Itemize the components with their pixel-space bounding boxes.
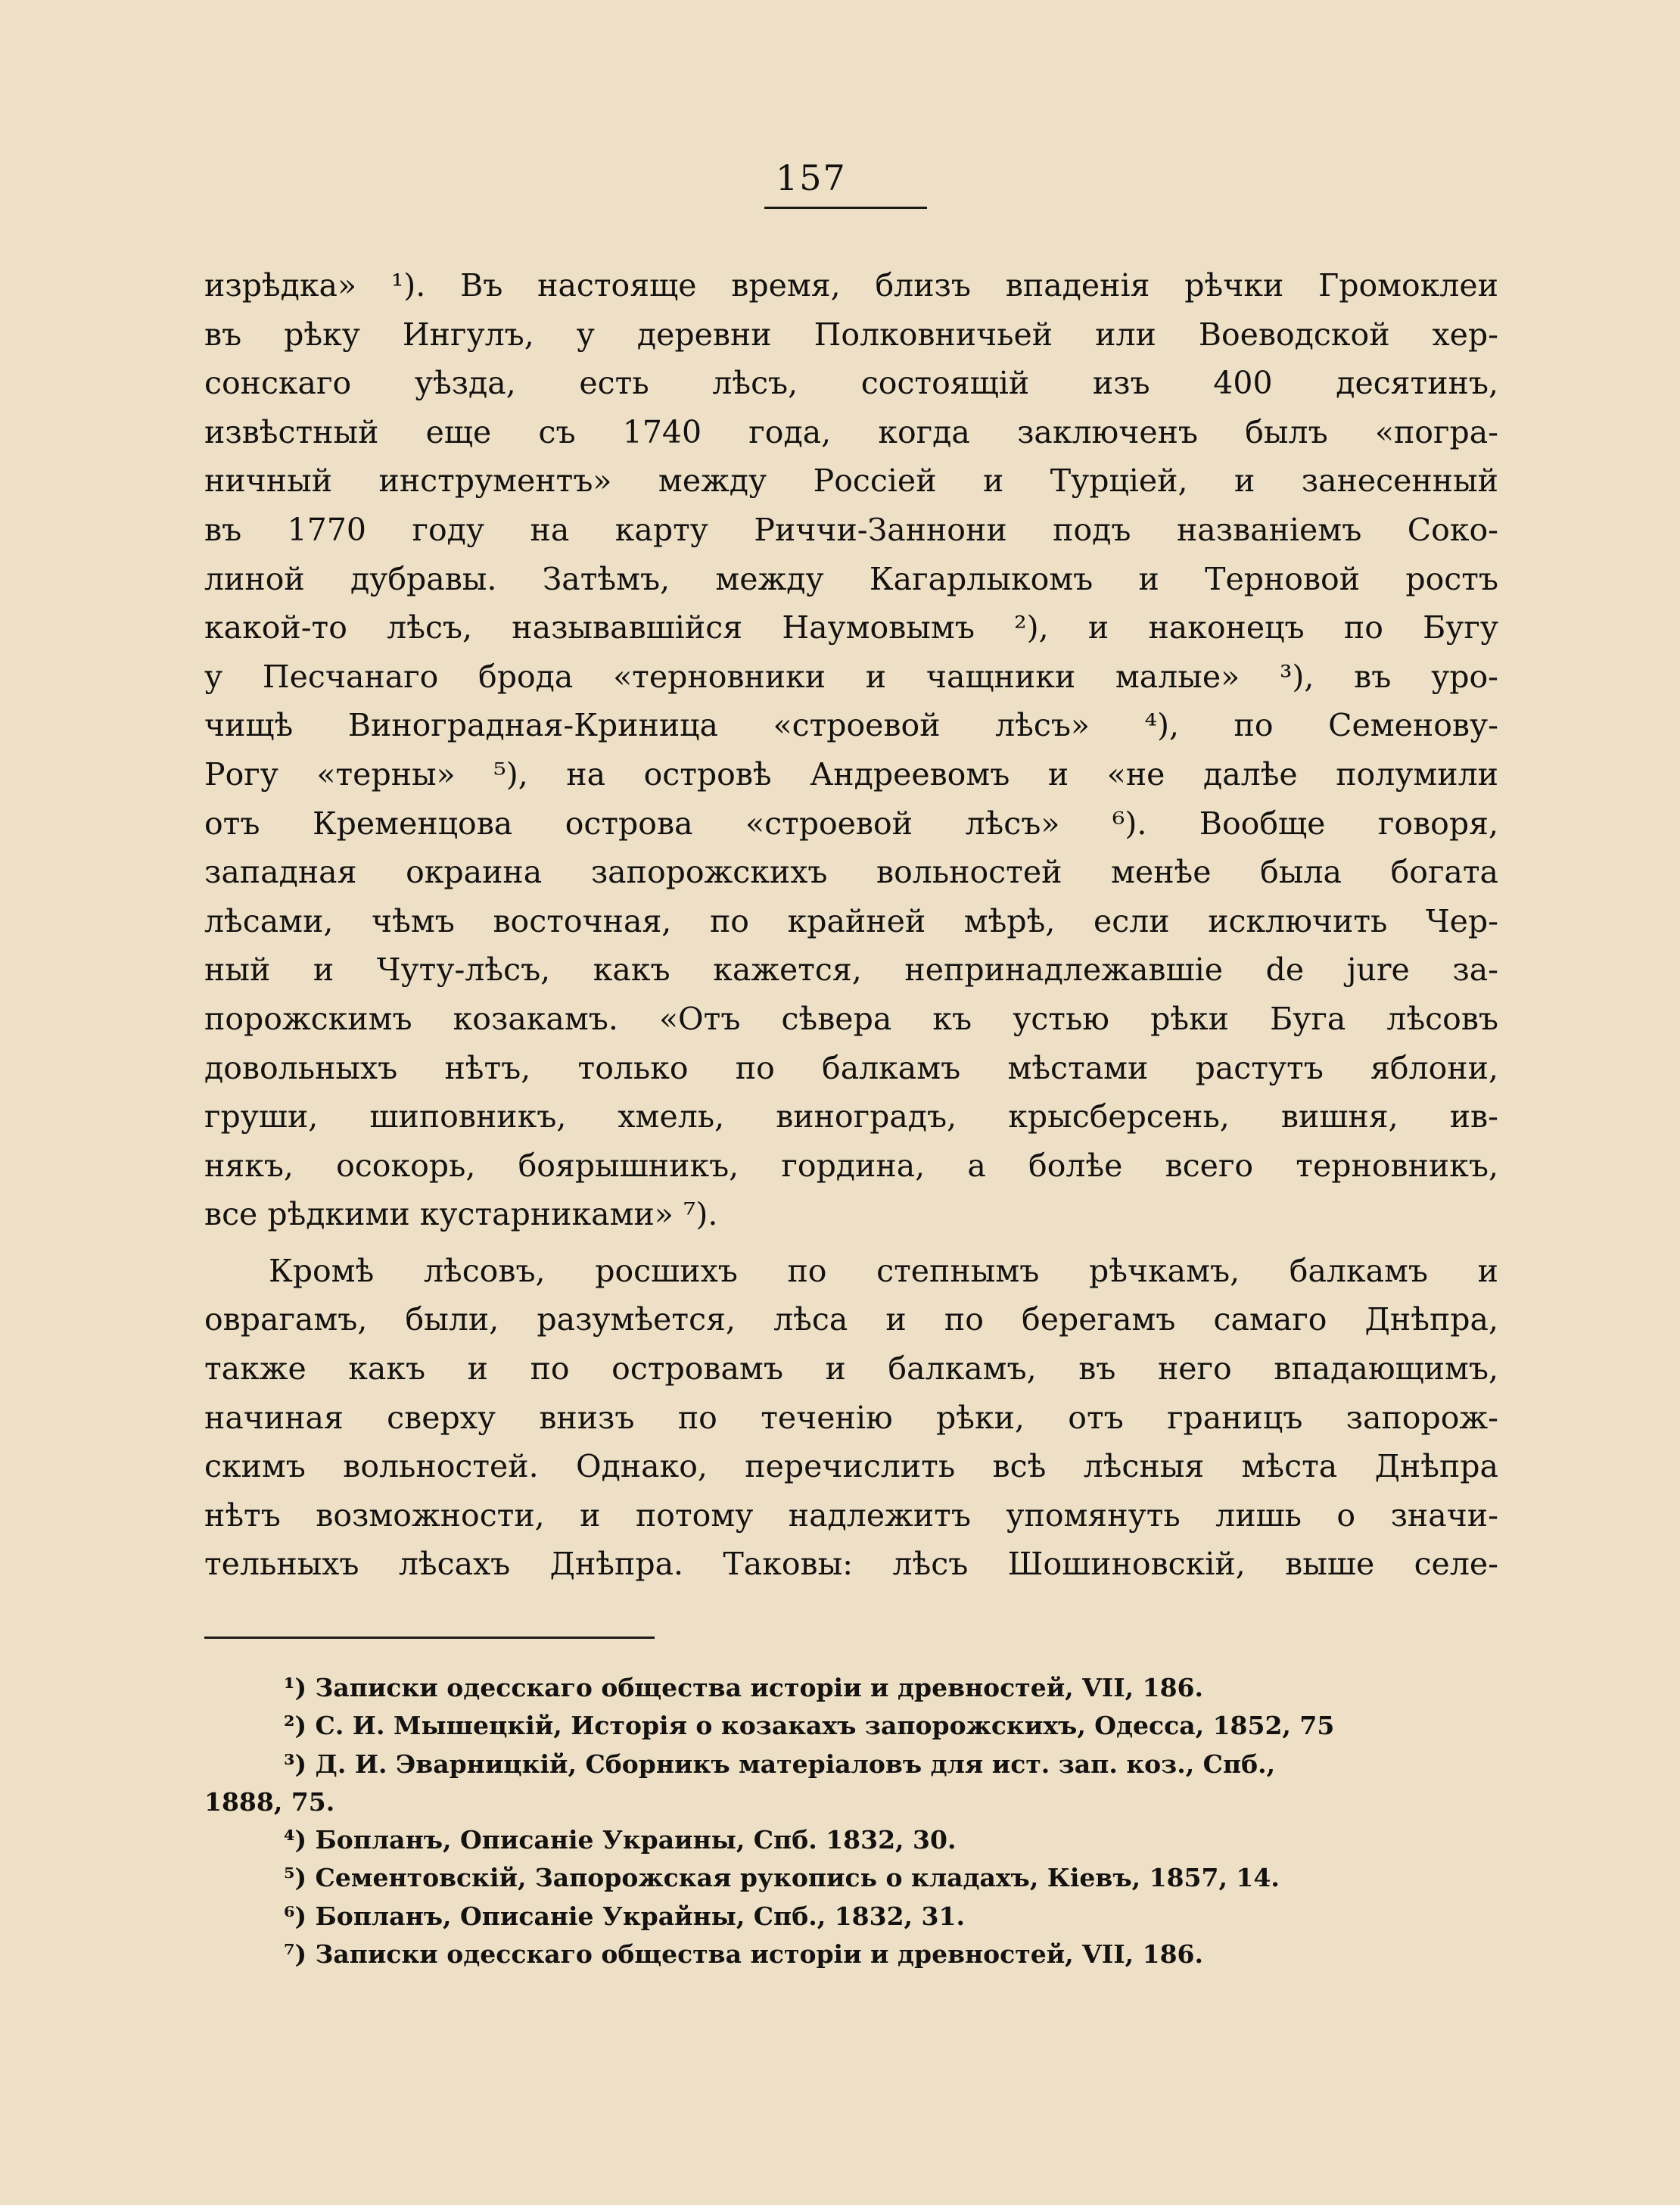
text-line: някъ, осокорь, боярышникъ, гордина, а болѣе всего терновникъ, bbox=[204, 1147, 1498, 1184]
footnote: ³) Д. И. Эварницкій, Сборникъ матеріаловъ для ист. зап. коз., Спб., bbox=[284, 1749, 1276, 1779]
footnote-continuation: 1888, 75. bbox=[204, 1786, 335, 1817]
text-line: западная окраина запорожскихъ вольностей менѣе была богата bbox=[204, 854, 1498, 891]
text-line: чищѣ Виноградная-Криница «строевой лѣсъ» ⁴), по Семенову- bbox=[204, 707, 1498, 744]
footnote: ⁴) Бопланъ, Описаніе Украины, Спб. 1832, 30. bbox=[284, 1825, 957, 1855]
text-line: довольныхъ нѣтъ, только по балкамъ мѣстами растутъ яблони, bbox=[204, 1049, 1498, 1086]
text-line: какой-то лѣсъ, называвшійся Наумовымъ ²), и наконецъ по Бугу bbox=[204, 609, 1498, 646]
footnote: ²) С. И. Мышецкій, Исторія о козакахъ запорожскихъ, Одесса, 1852, 75 bbox=[284, 1711, 1335, 1741]
text-line: нѣтъ возможности, и потому надлежитъ упомянуть лишь о значи- bbox=[204, 1496, 1498, 1534]
text-line: въ рѣку Ингулъ, у деревни Полковничьей или Воеводской хер- bbox=[204, 316, 1498, 353]
footnote-rule bbox=[204, 1637, 655, 1639]
text-line: лѣсами, чѣмъ восточная, по крайней мѣрѣ, если исключить Чер- bbox=[204, 902, 1498, 939]
text-line: извѣстный еще съ 1740 года, когда заключенъ былъ «погра- bbox=[204, 413, 1498, 450]
text-line: все рѣдкими кустарниками» ⁷). bbox=[204, 1196, 718, 1233]
footnotes bbox=[204, 1669, 1498, 1973]
text-line: отъ Кременцова острова «строевой лѣсъ» ⁶). Вообще говоря, bbox=[204, 805, 1498, 842]
text-line: груши, шиповникъ, хмель, виноградъ, крысберсень, вишня, ив- bbox=[204, 1098, 1498, 1135]
text-line: ный и Чуту-лѣсъ, какъ кажется, непринадлежавшіе de jure за- bbox=[204, 951, 1498, 989]
page-number: 157 bbox=[776, 157, 847, 198]
text-line: начиная сверху внизъ по теченію рѣки, отъ границъ запорож- bbox=[204, 1399, 1498, 1436]
text-line: тельныхъ лѣсахъ Днѣпра. Таковы: лѣсъ Шошиновскій, выше селе- bbox=[204, 1546, 1498, 1583]
footnote: ¹) Записки одесскаго общества исторіи и древностей, VII, 186. bbox=[284, 1673, 1203, 1702]
text-line: Кромѣ лѣсовъ, росшихъ по степнымъ рѣчкамъ, балкамъ и bbox=[269, 1252, 1498, 1289]
text-line: у Песчанаго брода «терновники и чащники малые» ³), въ уро- bbox=[204, 658, 1498, 695]
paragraph-gap bbox=[204, 1239, 1498, 1247]
text-line: также какъ и по островамъ и балкамъ, въ него впадающимъ, bbox=[204, 1350, 1498, 1387]
text-line: Рогу «терны» ⁵), на островѣ Андреевомъ и «не далѣе полумили bbox=[204, 755, 1498, 793]
text-line: изрѣдка» ¹). Въ настояще время, близъ впаденія рѣчки Громоклеи bbox=[204, 267, 1498, 304]
footnote: ⁷) Записки одесскаго общества исторіи и древностей, VII, 186. bbox=[284, 1939, 1203, 1970]
text-line: порожскимъ козакамъ. «Отъ сѣвера къ устью рѣки Буга лѣсовъ bbox=[204, 1000, 1498, 1037]
body-text bbox=[204, 261, 1498, 1589]
text-line: сонскаго уѣзда, есть лѣсъ, состоящій изъ 400 десятинъ, bbox=[204, 365, 1498, 402]
text-line: скимъ вольностей. Однако, перечислить всѣ лѣсныя мѣста Днѣпра bbox=[204, 1448, 1498, 1485]
text-line: въ 1770 году на карту Риччи-Заннони подъ названіемъ Соко- bbox=[204, 511, 1498, 548]
footnote: ⁵) Сементовскій, Запорожская рукопись о кладахъ, Кіевъ, 1857, 14. bbox=[284, 1863, 1280, 1893]
page-number-rule bbox=[764, 207, 927, 209]
text-line: линой дубравы. Затѣмъ, между Кагарлыкомъ и Терновой ростъ bbox=[204, 560, 1498, 597]
footnote: ⁶) Бопланъ, Описаніе Украйны, Спб., 1832, 31. bbox=[284, 1901, 965, 1931]
text-line: оврагамъ, были, разумѣется, лѣса и по берегамъ самаго Днѣпра, bbox=[204, 1301, 1498, 1338]
text-line: ничный инструментъ» между Россіей и Турціей, и занесенный bbox=[204, 462, 1498, 500]
